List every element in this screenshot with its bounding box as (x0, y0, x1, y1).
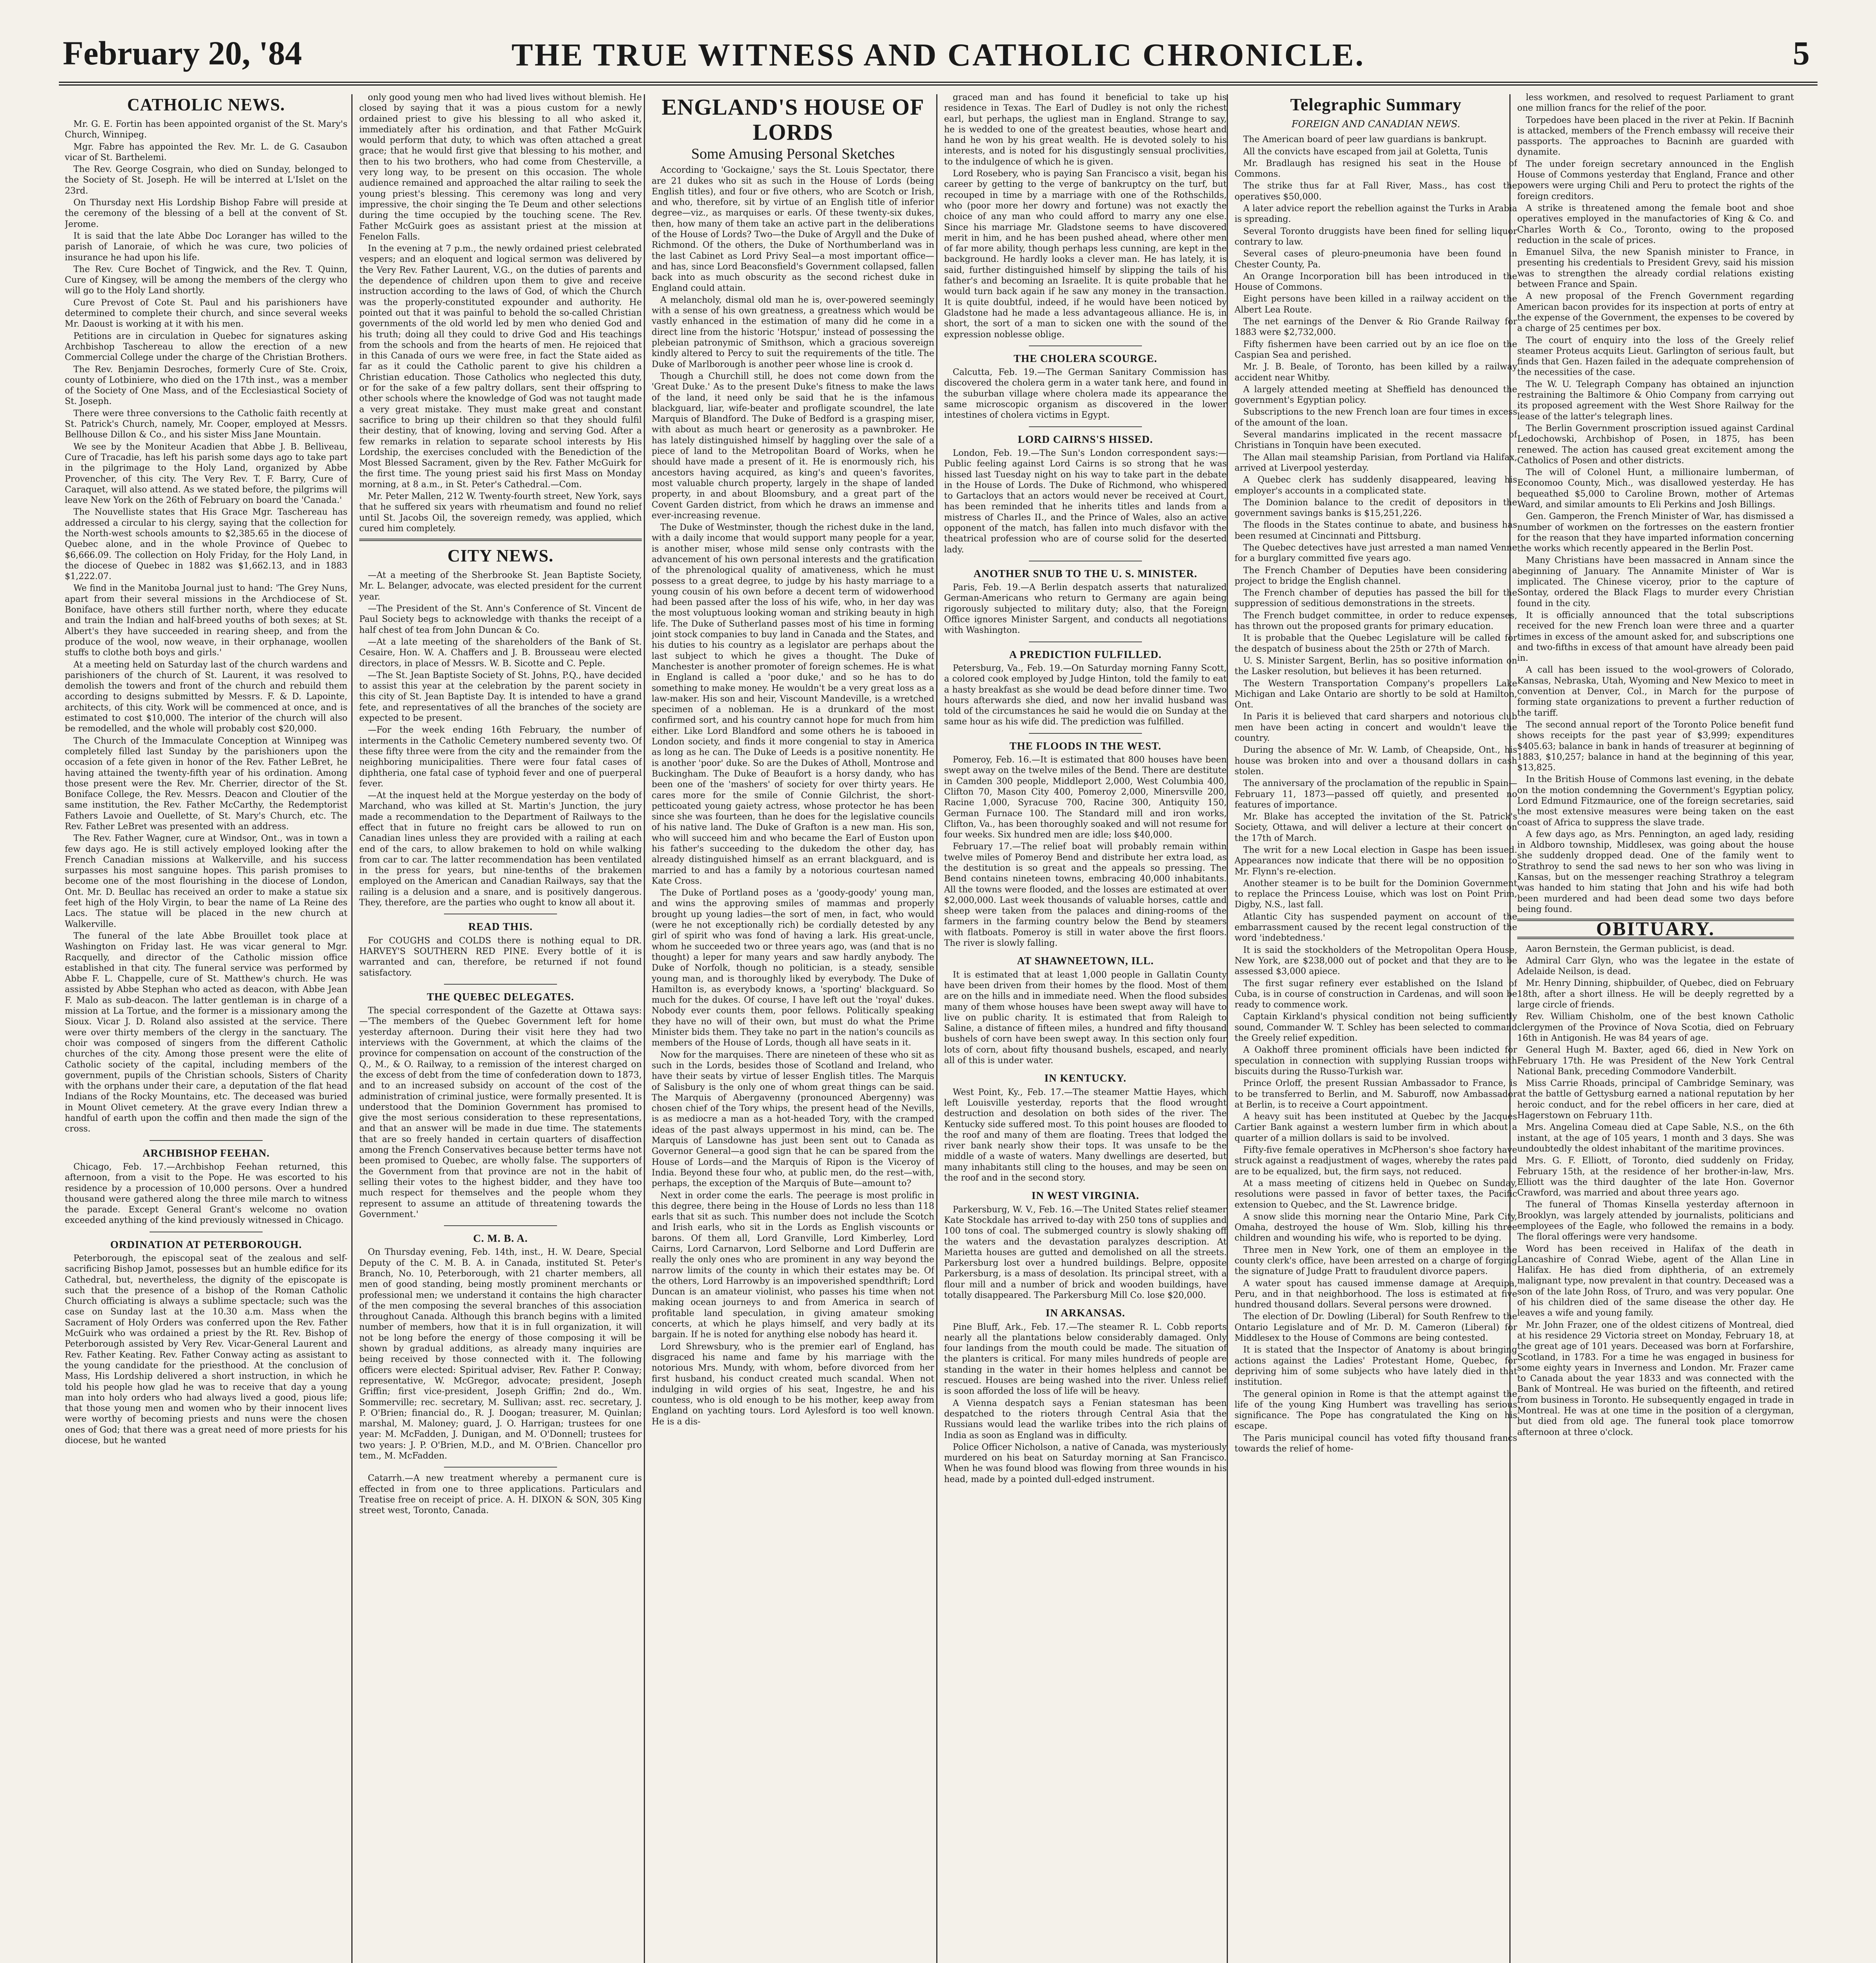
paragraph: The Berlin Government proscription issued against Cardinal Ledochowski, Archbishop of Posen, in 1875, has been renewed. The action has caused great excitement among the Catholics of Posen and other districts. (1517, 423, 1794, 466)
paragraph: Mr. Blake has accepted the invitation of the St. Patrick's Society, Ottawa, and will deliver a lecture at their concert on the 17th of March. (1235, 812, 1517, 843)
paragraph: The floods in the States continue to abate, and business has been resumed at Cincinnati and Pittsburg. (1235, 520, 1517, 541)
paragraph: The Rev. Cure Bochet of Tingwick, and the Rev. T. Quinn, Cure of Kingsey, will be among the members of the clergy who will go to the Holy Land shortly. (65, 264, 347, 296)
paragraph: An Orange Incorporation bill has been introduced in the House of Commons. (1235, 271, 1517, 292)
paragraph: A heavy suit has been instituted at Quebec by the Jacques Cartier Bank against a western lumber firm in which about a quarter of a million dollars is said to be involved. (1235, 1112, 1517, 1143)
ordination-continued (359, 92, 642, 534)
paragraph: Next in order come the earls. The peerage is most prolific in this degree, there being in the House of Lords no less than 118 earls that sit as such. This number does not include the Scotch and Irish earls, who sit in the Lords as English viscounts or barons. Of them all, Lord Granville, Lord Kimberley, Lord Cairns, Lord Carnarvon, Lord Selborne and Lord Dufferin are really the only ones who are prominent in any way beyond the narrow limits of the county in which their estates may be. Of the others, Lord Harrowby is an impoverished spendthrift; Lord Duncan is an amateur violinist, who passes his time when not making ocean journeys to and from America in search of profitable land speculation, in giving amateur smoking concerts, at which he plays himself, and very badly at its bargain. If he is noted for anything else nobody has heard it. (652, 1190, 934, 1340)
column-3 (652, 92, 934, 1963)
paragraph: Mr. John Frazer, one of the oldest citizens of Montreal, died at his residence 29 Victoria street on Monday, February 18, at the great age of 101 years. Deceased was born at Forfarshire, Scotland, in 1783. For a time he was engaged in business for some eighty years in Inverness and London. Mr. Frazer came to Canada about the year 1833 and was connected with the Bank of Montreal. He was buried on the fifteenth, and retired from business in Toronto. He subsequently engaged in trade in Montreal. He was at one time in the position of a clergyman, but died from old age. The funeral took place tomorrow afternoon at three o'clock. (1517, 1320, 1794, 1437)
prediction-heading: A PREDICTION FULFILLED. (1009, 648, 1162, 660)
paragraph: Now for the marquises. There are nineteen of these who sit as such in the Lords, besides those of Scotland and Ireland, who have their seats by virtue of lesser English titles. The Marquis of Salisbury is the only one of whom great things can be said. The Marquis of Abergavenny (pronounced Abergenny) was chosen chief of the Tory whips, the present head of the Nevills, is as mediocre a man as a hot-headed Tory, with the cramped ideas of the past always uppermost in his mind, can be. The Marquis of Lansdowne has just been sent out to Canada as Governor General—a good sign that he can be spared from the House of Lords—and the Marquis of Ripon is the Viceroy of India. Beyond these four who, at public men, do the rest—with, perhaps, the exception of the Marquis of Bute—amount to? (652, 1050, 934, 1189)
paragraph: A strike is threatened among the female boot and shoe operatives employed in the manufactories of King & Co. and Charles Worth & Co., Toronto, owing to the proposed reduction in the scale of prices. (1517, 203, 1794, 245)
read-this-body: For COUGHS and COLDS there is nothing equal to DR. HARVEY'S SOUTHERN RED PINE. Every bottle of it is warranted and can, therefore, be returned if not found satisfactory. (359, 936, 642, 978)
telegraphic-summary-heading: Telegraphic Summary (1290, 95, 1462, 114)
paragraph: A Vienna despatch says a Fenian statesman has been despatched to the rioters through Central Asia that the Russians would lead the warlike tribes into the rich plains of India as soon as England was in difficulty. (944, 1398, 1227, 1440)
telegraphic-summary-sub: FOREIGN AND CANADIAN NEWS. (1291, 119, 1460, 130)
cholera-heading: THE CHOLERA SCOURGE. (1014, 352, 1157, 364)
paragraph: Chicago, Feb. 17.—Archbishop Feehan returned, this afternoon, from a visit to the Pope. He was escorted to his residence by a procession of 10,000 persons. Over a hundred thousand were gathered along the three mile march to witness the parade. Except General Grant's welcome no ovation exceeded anything of the kind previously witnessed in Chicago. (65, 1162, 347, 1226)
paragraph: Mgr. Fabre has appointed the Rev. Mr. L. de G. Casaubon vicar of St. Barthelemi. (65, 142, 347, 163)
paragraph: On Thursday evening, Feb. 14th, inst., H. W. Deare, Special Deputy of the C. M. B. A. in Canada, instituted St. Peter's Branch, No. 10, Peterborough, with 21 charter members, all men of good standing, being mostly prominent merchants or professional men; we understand it contains the high character of the men composing the several branches of this association throughout Canada. Although this branch begins with a limited number of members, how that it is in full organization, it will not be long before the energy of those composing it will be shown by gradual additions, as already many inquiries are being received by those connected with it. The following officers were elected: Spiritual adviser, Rev. Father P. Conway; representative, W. McGregor, advocate; president, Joseph Griffin; first vice-president, Joseph Griffin; 2nd do., Wm. Sommerville; rec. secretary, M. Sullivan; asst. rec. secretary, J. P. O'Brien; financial do., R. J. Doogan; treasurer, M. Quinlan; marshal, M. Maloney; guard, J. O. Harrigan; trustees for one year: M. McFadden, J. Dunigan, and M. O'Donnell; trustees for two years: J. P. O'Brien, M.D., and M. O'Brien. Chancellor pro tem., M. McFadden. (359, 1247, 642, 1461)
paragraph: A few days ago, as Mrs. Pennington, an aged lady, residing in Aldboro township, Middlesex, was going about the house she suddenly dropped dead. One of the family went to Strathroy to send the sad news to her son who was living in Kansas, but on the messenger reaching Strathroy a telegram was handed to him stating that John and his wife had both been murdered and had been dead some two days before being found. (1517, 829, 1794, 914)
paragraph: Word has been received in Halifax of the death in Lancashire of Conrad Wiebe, agent of the Allan Line in Halifax. He has died from diphtheria, of an extremely malignant type, now prevalent in that country. Deceased was a son of the late John Ross, of Truro, and was very popular. One of his children died of the same disease the other day. He leaves a wife and young family. (1517, 1244, 1794, 1318)
paragraph: graced man and has found it beneficial to take up his residence in Texas. The Earl of Dudley is not only the richest earl, but perhaps, the ugliest man in England. Strange to say, he is wedded to one of the greatest beauties, whose heart and hand he won by his great wealth. He is devoted solely to his interests, and is noted for his disgustingly sensual proclivities, to the indulgence of which he is given. (944, 93, 1227, 167)
paragraph: —For the week ending 16th February, the number of interments in the Catholic Cemetery numbered seventy two. Of these fifty three were from the city and the remainder from the neighboring municipalities. There were four fatal cases of diphtheria, one fatal case of typhoid fever and one of puerperal fever. (359, 725, 642, 789)
paragraph: The Duke of Portland poses as a 'goody-goody' young man, and wins the approving smiles of mammas and properly brought up young ladies—the sort of men, in fact, who would (were he not exceptionally rich) be cordially detested by any girl of spirit who was fond of having a lark. His great-uncle, whom he succeeded two or three years ago, was (and that is no thought) a leper for many years and saw hardly anybody. The Duke of Norfolk, though no politician, is a steady, sensible young man, and is thoroughly liked by everybody. The Duke of Hamilton is, as everybody knows, a 'sporting' blackguard. So much for the dukes. Of course, I have left out the 'royal' dukes. Nobody ever counts them, poor fellows. Politically speaking they have no will of their own, but must do what the Prime Minister bids them. They take no part in the nation's councils as members of the House of Lords, though all have seats in it. (652, 888, 934, 1048)
paragraph: Aaron Bernstein, the German publicist, is dead. (1526, 944, 1735, 954)
paragraph: The Rev. George Cosgrain, who died on Sunday, belonged to the Society of St. Joseph. He will be interred at L'Islet on the 23rd. (65, 164, 347, 196)
house-of-lords-continued (944, 92, 1227, 340)
paragraph: Fifty-five female operatives in McPherson's shoe factory have struck against a readjustment of wages, whereby the rates paid are to be equalized, but, the firm says, not reduced. (1235, 1145, 1517, 1177)
telegraphic-summary-body (1235, 134, 1517, 1454)
shawneetown-body: It is estimated that at least 1,000 people in Gallatin County have been driven from their homes by the flood. Most of them are on the hills and in immediate need. When the flood subsides many of them whose houses have been swept away will have to live on public charity. It is estimated that from Raleigh to Saline, a distance of fifteen miles, a hundred and fifty thousand bushels of corn have been swept away. In this section only four lots of corn, about fifty thousand bushels, escaped, and nearly all of this is under water. (944, 970, 1227, 1066)
paragraph: It is said that the late Abbe Doc Loranger has willed to the parish of Lanoraie, of which he was cure, two policies of insurance he had upon his life. (65, 231, 347, 263)
paragraph: Prince Orloff, the present Russian Ambassador to France, is to be transferred to Berlin, and M. Saburoff, now Ambassador at Berlin, is to receive a Court appointment. (1235, 1078, 1517, 1110)
west-virginia-heading: IN WEST VIRGINIA. (1031, 1190, 1140, 1202)
read-this-heading: READ THIS. (468, 921, 533, 933)
obituary-heading: OBITUARY. (1517, 919, 1794, 939)
paragraph: The French chamber of deputies has passed the bill for the suppression of seditious demonstrations in the streets. (1235, 588, 1517, 609)
paragraph: It is officially announced that the total subscriptions received for the new French loan were three and a quarter times in excess of the amount asked for, and subscriptions one and two-fifths in excess of that amount have already been paid in. (1517, 610, 1794, 663)
paragraph: Torpedoes have been placed in the river at Pekin. If Bacninh is attacked, members of the French embassy will receive their passports. The approaches to Bacninh are guarded with dynamite. (1517, 115, 1794, 157)
shawneetown-heading: AT SHAWNEETOWN, ILL. (1017, 955, 1154, 967)
misc-items (944, 1398, 1227, 1485)
paragraph: Mr. G. E. Fortin has been appointed organist of the St. Mary's Church, Winnipeg. (65, 119, 347, 140)
paragraph: A Quebec clerk has suddenly disappeared, leaving his employer's accounts in a complicated state. (1235, 475, 1517, 496)
paragraph: Mrs. Angelina Comeau died at Cape Sable, N.S., on the 6th instant, at the age of 105 years, 1 month and 3 days. She was undoubtedly the oldest inhabitant of the maritime provinces. (1517, 1122, 1794, 1154)
paragraph: The Western Transportation Company's propellers Lake Michigan and Lake Ontario are shortly to be sold at Hamilton, Ont. (1235, 678, 1517, 710)
masthead-rule (59, 82, 1818, 86)
paragraph: At a mass meeting of citizens held in Quebec on Sunday, resolutions were passed in favor of better taxes, the Pacific extension to Quebec, and the St. Lawrence bridge. (1235, 1178, 1517, 1210)
house-of-lords-heading: ENGLAND'S HOUSE OF LORDS (661, 94, 924, 145)
paragraph: According to 'Gockaigne,' says the St. Louis Spectator, there are 21 dukes who sit as such in the House of Lords (being English titles), and four or five others, who are Scotch or Irish, and who, therefore, sit by virtue of an English title of inferior degree—viz., as marquises or earls. Of these twenty-six dukes, then, how many of them take an active part in the deliberations of the House of Lords? Two—the Duke of Argyll and the Duke of Richmond. Of the others, the Duke of Northumberland was in the last Cabinet as Lord Privy Seal—a most important office—and has, since Lord Beaconsfield's Government collapsed, fallen back into as much obscurity as the second richest duke in England could attain. (652, 165, 934, 293)
city-news-heading: CITY NEWS. (448, 546, 553, 566)
paragraph: A snow slide this morning near the Ontario Mine, Park City, Omaha, destroyed the house of Wm. Slob, killing his three children and wounding his wife, who is reported to be dying. (1235, 1212, 1517, 1243)
paragraph: The net earnings of the Denver & Rio Grande Railway for 1883 were $2,732,000. (1235, 317, 1517, 338)
paragraph: Peterborough, the episcopal seat of the zealous and self-sacrificing Bishop Jamot, possesses but an humble edifice for its Cathedral, but, nevertheless, the dignity of the episcopate is such that the presence of a bishop of the Roman Catholic Church officiating is always a sublime spectacle; such was the case on Sunday last at the 10.30 a.m. Mass when the Sacrament of Holy Orders was conferred upon the Rev. Father McGuirk who was ordained a priest by the Rt. Rev. Bishop of Peterborough assisted by Very Rev. Vicar-General Laurent and Rev. Father Keating. Rev. Father Conway acting as assistant to the young candidate for the priesthood. At the conclusion of Mass, His Lordship delivered a short instruction, in which he told his people how glad he was to receive that day a young man into holy orders who had always lived a good, pious life; that those young men and women who by their innocent lives were worthy of becoming priests and nuns were the chosen ones of God; that there was a great need of more priests for his diocese, but he wanted (65, 1253, 347, 1446)
column-divider (351, 94, 353, 1963)
paragraph: The Church of the Immaculate Conception at Winnipeg was completely filled last Sunday by the parishioners upon the occasion of a fete given in honor of the Rev. Father LeBret, he having attained the twenty-fifth year of his ordination. Among those present were the Rev. Mr. Cherrier, director of the St. Boniface College, the Rev. Messrs. Deacon and Cloutier of the same institution, the Rev. Father McCarthy, the Redemptorist Fathers Lavoie and Ouellette, of St. Mary's Church, etc. The Rev. Father LeBret was presented with an address. (65, 736, 347, 832)
paragraph: The W. U. Telegraph Company has obtained an injunction restraining the Baltimore & Ohio Company from carrying out its proposed agreement with the West Shore Railway for the lease of the latter's telegraph lines. (1517, 379, 1794, 422)
paragraph: In the evening at 7 p.m., the newly ordained priest celebrated vespers; and an eloquent and logical sermon was delivered by the Very Rev. Father Laurent, V.G., on the duties of parents and the dependence of children upon them to give and receive instruction according to the laws of God, of which the Church was the properly-constituted expounder and authority. He pointed out that it was painful to behold the so-called Christian governments of the old world led by men who denied God and his truth; doing all they could to drive God and His teachings from the schools and from the hearts of men. He rejoiced that in this Canada of ours we were free, in fact the State aided as far as it could the Catholic parent to give his children a Christian education. Those Catholics who neglected this duty, or for the sake of a few paltry dollars, sent their offspring to other schools where the knowledge of God was not taught made a very great mistake. They must make great and constant sacrifice to bring up their children so that they should fulfil their destiny, that of knowing, loving and serving God. After a few remarks in relation to separate school interests by His Lordship, the exercises concluded with the Benediction of the Most Blessed Sacrament, given by the Rev. Father McGuirk for the first time. The young priest said his first Mass on Monday morning, at 8 a.m., in St. Peter's Cathedral.—Com. (359, 244, 642, 490)
paragraph: —The St. Jean Baptiste Society of St. Johns, P.Q., have decided to assist this year at the celebration by the parent society in this city of St. Jean Baptiste Day. It is intended to have a grand fete, and representatives of all the branches of the society are expected to be present. (359, 670, 642, 724)
snub-heading: ANOTHER SNUB TO THE U. S. MINISTER. (974, 567, 1197, 579)
house-of-lords-deck: Some Amusing Personal Sketches (691, 146, 895, 162)
paragraph: Three men in New York, one of them an employee in the county clerk's office, have been arrested on a charge of forging the signature of Judge Pratt to fraudulent divorce papers. (1235, 1245, 1517, 1277)
kentucky-body: West Point, Ky., Feb. 17.—The steamer Mattie Hayes, which left Louisville yesterday, reports that the flood wrought destruction and desolation on both sides of the river. The Kentucky side suffered most. To this point houses are flooded to the roof and many of them are floating. Trees that lodged the river bank nearly show their tops. It was unsafe to be the middle of a waste of waters. Many dwellings are deserted, but many inhabitants still cling to the houses, and may be seen on the roof and in the second story. (944, 1087, 1227, 1183)
paragraph: Mrs. G. F. Elliott, of Toronto, died suddenly on Friday, February 15th, at the residence of her brother-in-law, Mrs. Elliott was the third daughter of the late Hon. Governor Crawford, was married and about three years ago. (1517, 1156, 1794, 1198)
paragraph: General Hugh M. Baxter, aged 66, died in New York on February 17th. He was President of the New York Central National Bank, preceding Commodore Vanderbilt. (1517, 1045, 1794, 1077)
paragraph: It is stated that the Inspector of Anatomy is about bringing actions against the Ladies' Protestant Home, Quebec, for depriving him of some subjects who have lately died in that institution. (1235, 1345, 1517, 1387)
paragraph: —The President of the St. Ann's Conference of St. Vincent de Paul Society begs to acknowledge with thanks the receipt of a half chest of tea from John Duncan & Co. (359, 604, 642, 635)
paragraph: Miss Carrie Rhoads, principal of Cambridge Seminary, was at the battle of Gettysburg earned a national reputation by her heroic conduct, and for the rebel officers in her care, died at Hagerstown on February 11th. (1517, 1078, 1794, 1121)
paragraph: Subscriptions to the new French loan are four times in excess of the amount of the loan. (1235, 407, 1517, 428)
obituary-body (1517, 944, 1794, 1438)
paragraph: At a meeting held on Saturday last of the church wardens and parishioners of the church of St. Laurent, it was resolved to demolish the towers and front of the church and rebuild them according to designs submitted by Messrs. F. & D. Lapointe, architects, of this city. Work will be commenced at once, and is estimated to cost $10,000. The interior of the church will also be remodelled, and the whole will probably cost $20,000. (65, 660, 347, 734)
paragraph: Lord Rosebery, who is paying San Francisco a visit, began his career by getting to the verge of bankruptcy on the turf, but recouped in time by a marriage with one of the Rothschilds, who (poor more her dowry and fortune) was not exactly the choice of any man who could afford to marry any one else. Since his marriage Mr. Gladstone seems to have discovered merit in him, and he has been pushed ahead, where other men of far more ability, though perhaps less cunning, are kept in the background. He hardly looks a clever man. He has lately, it is said, further distinguished himself by slipping the tails of his father's and becoming an Israelite. It is quite probable that he would turn back again if he saw any money in the transaction. It is quite doubtful, indeed, if he would have been noticed by Gladstone had he made a less advantageous alliance. He is, in short, the sort of a man to sicken one with the sound of the expression noblesse oblige. (944, 169, 1227, 340)
column-6 (1517, 92, 1794, 1963)
paragraph: The strike thus far at Fall River, Mass., has cost the operatives $50,000. (1235, 181, 1517, 202)
paragraph: During the absence of Mr. W. Lamb, of Cheapside, Ont., his house was broken into and over a thousand dollars in cash stolen. (1235, 745, 1517, 777)
paragraph: The anniversary of the proclamation of the republic in Spain—February 11, 1873—passed off quietly, and presented no features of importance. (1235, 779, 1517, 810)
paragraph: All the convicts have escaped from jail at Goletta, Tunis (1243, 146, 1488, 157)
paragraph: In Paris it is believed that card sharpers and notorious club men have been acting in concert and wouldn't leave the country. (1235, 712, 1517, 744)
newspaper-title: THE TRUE WITNESS AND CATHOLIC CHRONICLE. (511, 37, 1365, 73)
paragraph: Mr. Henry Dinning, shipbuilder, of Quebec, died on February 18th, after a short illness. He will be deeply regretted by a large circle of friends. (1517, 978, 1794, 1010)
masthead (59, 22, 1818, 80)
telegraphic-continued (1517, 92, 1794, 915)
paragraph: A largely attended meeting at Sheffield has denounced the government's Egyptian policy. (1235, 384, 1517, 406)
paragraph: Eight persons have been killed in a railway accident on the Albert Lea Route. (1235, 294, 1517, 315)
paragraph: The Duke of Westminster, though the richest duke in the land, with a daily income that would support many people for a year, is another miser, whose mild sense only contrasts with the advancement of his own personal interests and the gratification of the phrenological quality of amativeness, which he must possess to a great degree, to judge by his hasty marriage to a young cousin of his own before a decent term of widowerhood had been passed after the loss of his wife, who, in her day was the most voluptuous looking woman and striking beauty in high life. The Duke of Sutherland passes most of his time in forming joint stock companies to buy land in Canada and the States, and his duties to his country as a legislator are perhaps about the last subject to which he gives a thought. The Duke of Manchester is another promoter of foreign schemes. He is what in England is called a 'poor duke,' and so he has to do something to make money. He wouldn't be a very great loss as a law-maker. His son and heir, Viscount Mandeville, is a wretched specimen of a nobleman. He is a drunkard of the most confirmed sort, and his country cannot hope for much from him either. Like Lord Blandford and some others he is tabooed in London society, and finds it more congenial to stay in America as long as he can. The Duke of Leeds is a positive nonentity. He is another 'poor' duke. So are the Dukes of Atholl, Montrose and Buckingham. The Duke of Beaufort is a horsy dandy, who has been one of the 'mashers' of society for over thirty years. He cares more for the smile of Connie Gilchrist, the short-petticoated young gaiety actress, whose protector he has been since she was fourteen, than he does for the legislative councils of his native land. The Duke of Grafton is a new man. His son, who will succeed him and who became the Earl of Euston upon his father's succeeding to the dukedom the other day, has already distinguished himself as an errant blackguard, and is married to and has a family by a notorious courtesan named Kate Cross. (652, 523, 934, 886)
paragraph: —At the inquest held at the Morgue yesterday on the body of Marchand, who was killed at St. Martin's Junction, the jury made a recommendation to the Department of Railways to the effect that in future no freight cars be allowed to run on Canadian lines unless they are provided with a railing at each end of the cars, to allow brakemen to hold on while walking from car to car. The latter recommendation has been ventilated in the press for years, but nine-tenths of the brakemen employed on the American and Canadian Railways, say that the railing is a delusion and a snare, and is positively dangerous. They, therefore, are the parties who ought to know all about it. (359, 791, 642, 908)
paragraph: U. S. Minister Sargent, Berlin, has so positive information on the Lasker resolution, but believes it has been returned. (1235, 656, 1517, 677)
paragraph: Admiral Carr Glyn, who was the legatee in the estate of Adelaide Neilson, is dead. (1517, 956, 1794, 977)
paragraph: The election of Dr. Dowling (Liberal) for South Renfrew to the Ontario Legislature and of Mr. D. M. Cameron (Liberal) for Middlesex to the House of Commons are being contested. (1235, 1312, 1517, 1343)
paragraph: It is said the stockholders of the Metropolitan Opera House, New York, are $238,000 out of pocket and that they are to be assessed $3,000 apiece. (1235, 945, 1517, 977)
section-rule (150, 1140, 263, 1141)
catholic-news-heading: CATHOLIC NEWS. (127, 95, 285, 114)
paragraph: —At a meeting of the Sherbrooke St. Jean Baptiste Society, Mr. L. Belanger, advocate, was elected president for the current year. (359, 570, 642, 602)
paragraph: Many Christians have been massacred in Annam since the beginning of January. The Annamite Minister of War is implicated. The Chinese viceroy, prior to the capture of Sontay, ordered the Black Flags to murder every Christian found in the city. (1517, 556, 1794, 609)
paragraph: The Rev. Benjamin Desroches, formerly Cure of Ste. Croix, county of Lotbiniere, who died on the 17th inst., was a member of the Society of One Mass, and of the Ecclesiastical Society of St. Joseph. (65, 364, 347, 407)
paragraph: —At a late meeting of the shareholders of the Bank of St. Cesaire, Hon. W. A. Chaffers and J. B. Brousseau were elected directors, in place of Messrs. W. B. Sicotte and C. Peple. (359, 637, 642, 669)
paragraph: A melancholy, dismal old man he is, over-powered seemingly with a sense of his own greatness, a greatness which would be vastly enhanced in the estimation of many did he come in a direct line from the historic 'Hotspur,' instead of possessing the plebeian patronymic of Smithson, which a gracious sovereign kindly altered to Percy to suit the requirements of the title. The Duke of Marlborough is another peer whose line is crook d. (652, 295, 934, 369)
city-news-body (359, 570, 642, 908)
floods-heading: THE FLOODS IN THE WEST. (1009, 740, 1162, 752)
paragraph: The Rev. Father Wagner, cure at Windsor, Ont., was in town a few days ago. He is still actively employed looking after the French Canadian missions at Walkerville, and his success surpasses his most sanguine hopes. This parish promises to become one of the most flourishing in the diocese of London, Ont. Mr. D. Beullac has received an order to make a statue six feet high of the Holy Virgin, to bear the name of La Reine des Lacs. The statue will be placed in the new church at Walkerville. (65, 833, 347, 929)
cholera-body: Calcutta, Feb. 19.—The German Sanitary Commission has discovered the cholera germ in a water tank here, and found in the suburban village where cholera made its appearance the same microscopic organism as discovered in the lower intestines of cholera victims in Egypt. (944, 367, 1227, 420)
paragraph: The French budget committee, in order to reduce expenses, has thrown out the proposed grants for primary education. (1235, 610, 1517, 632)
section-rule (444, 1225, 557, 1226)
paragraph: A later advice report the rebellion against the Turks in Arabia is spreading. (1235, 204, 1517, 225)
paragraph: The second annual report of the Toronto Police benefit fund shows receipts for the past year of $3,999; expenditures $405.63; balance in bank in hands of treasurer at beginning of 1883, $10,257; balance in hand at the beginning of this year, $13,825. (1517, 720, 1794, 773)
paragraph: Emanuel Silva, the new Spanish minister to France, in presenting his credentials to President Grevy, said his mission was to strengthen the already cordial relations existing between France and Spain. (1517, 247, 1794, 290)
paragraph: The court of enquiry into the loss of the Greely relief steamer Proteus acquits Lieut. Garlington of serious fault, but finds that Gen. Hazen failed in the adequate comprehension of the necessities of the case. (1517, 335, 1794, 378)
paragraph: The funeral of Thomas Kinsella yesterday afternoon in Brooklyn, was largely attended by journalists, politicians and employees of the Eagle, who followed the remains in a body. The floral offerings were very handsome. (1517, 1200, 1794, 1242)
cmba-heading: C. M. B. A. (473, 1232, 528, 1245)
section-rule (1029, 733, 1142, 734)
paragraph: The under foreign secretary announced in the English House of Commons yesterday that England, France and other powers were urging Chili and Peru to protect the rights of the foreign creditors. (1517, 159, 1794, 201)
paragraph: The French Chamber of Deputies have been considering a project to bridge the English channel. (1235, 565, 1517, 586)
archbishop-feehan-heading: ARCHBISHOP FEEHAN. (142, 1147, 270, 1159)
kentucky-heading: IN KENTUCKY. (1044, 1072, 1127, 1084)
column-5 (1235, 92, 1517, 1963)
prediction-body: Petersburg, Va., Feb. 19.—On Saturday morning Fanny Scott, a colored cook employed by Judge Hinton, told the family to eat a hasty breakfast as she would be dead before dinner time. Two hours afterwards she died, and now her invalid husband was told of the circumstances he said he would die on Sunday at the same hour as his wife did. The prediction was fulfilled. (944, 663, 1227, 727)
paragraph: A new proposal of the French Government regarding American bacon provides for its inspection at ports of entry at the expense of the Government, the expenses to be covered by a charge of 25 centimes per box. (1517, 291, 1794, 334)
paragraph: The American board of peer law guardians is bankrupt. (1243, 135, 1487, 145)
ordination-body (65, 1253, 347, 1446)
column-2 (359, 92, 642, 1963)
section-rule (444, 984, 557, 985)
paragraph: Several Toronto druggists have been fined for selling liquor contrary to law. (1235, 226, 1517, 247)
quebec-delegates-heading: THE QUEBEC DELEGATES. (427, 991, 574, 1003)
paragraph: The writ for a new Local election in Gaspe has been issued. Appearances now indicate that there will be no opposition to Mr. Flynn's re-election. (1235, 845, 1517, 877)
paragraph: The will of Colonel Hunt, a millionaire lumberman, of Economoo County, Mich., was disallowed yesterday. He has bequeathed $5,000 to Caroline Brown, mother of Artemas Ward, and similar amounts to Eli Perkins and Josh Billings. (1517, 468, 1794, 510)
paragraph: Lord Shrewsbury, who is the premier earl of England, has disgraced his name and fame by his marriage with the notorious Mrs. Mundy, with whom, before divorced from her first husband, his conduct created much scandal. When not indulging in wild orgies of his seat, Ingestre, he and his countess, who is old enough to be his mother, keep away from England on yachting tours. Lord Aylesford is too well known. He is a dis- (652, 1342, 934, 1427)
paragraph: There were three conversions to the Catholic faith recently at St. Patrick's Church, namely, Mr. Cooper, employed at Messrs. Bellhouse Dillon & Co., and his sister Miss Jane Mountain. (65, 408, 347, 440)
paragraph: Though a Churchill still, he does not come down from the 'Great Duke.' As to the present Duke's fitness to make the laws of the land, it need only be said that he is the infamous blackguard, liar, wife-beater and profligate scoundrel, the late Marquis of Blandford. The Duke of Bedford is a grasping miser, with about as much heart or generosity as a pawnbroker. He has lately distinguished himself by haggling over the sale of a piece of land to the Metropolitan Board of Works, when he should have made a present of it. He is enormously rich, his ancestors having acquired, as king's and queen's favorites, most valuable church property, largely in the shape of landed property, in and about Bloomsbury, and a great part of the Covent Garden district, from which he draws an immense and ever-increasing revenue. (652, 371, 934, 521)
paragraph: The special correspondent of the Gazette at Ottawa says:—'The members of the Quebec Government left for home yesterday afternoon. During their visit here they had two interviews with the Government, at which the claims of the province for compensation on account of the construction of the Q., M., & O. Railway, to a remission of the interest charged on the excess of debt from the time of confederation down to 1873, and to an increased subsidy on account of the cost of the administration of criminal justice, were formally presented. It is understood that the Dominion Government has promised to give the most serious consideration to these representations, and that an answer will be made in due time. The statements that are so freely handed in certain quarters of disaffection among the French Conservatives because better terms have not been promised to Quebec, are wholly false. The supporters of the Government from that province are not in the habit of selling their votes to the highest bidder, and they have too much respect for themselves and the people whom they represent to assume an attitude of threatening towards the Government.' (359, 1006, 642, 1219)
paragraph: Mr. Peter Mallen, 212 W. Twenty-fourth street, New York, says that he suffered six years with rheumatism and found no relief until St. Jacobs Oil, the sovereign remedy, was applied, which cured him completely. (359, 491, 642, 534)
paragraph: In the British House of Commons last evening, in the debate on the motion condemning the Government's Egyptian policy, Lord Edmund Fitzmaurice, one of the foreign secretaries, said the most extensive measures were being taken on the east coast of Africa to suppress the slave trade. (1517, 775, 1794, 828)
column-divider (644, 94, 645, 1963)
archbishop-feehan-body (65, 1162, 347, 1226)
paragraph: The Paris municipal council has voted fifty thousand francs towards the relief of home- (1235, 1433, 1517, 1454)
catholic-news-body (65, 119, 347, 1135)
paragraph: The general opinion in Rome is that the attempt against the life of the young King Humbert was travelling has serious significance. The Pope has congratulated the King on his escape. (1235, 1389, 1517, 1431)
paragraph: A water spout has caused immense damage at Arequipa, Peru, and in that neighborhood. The loss is estimated at five hundred thousand dollars. Several persons were drowned. (1235, 1278, 1517, 1310)
snub-body: Paris, Feb. 19.—A Berlin despatch asserts that naturalized German-Americans who return to Germany are again being rigorously subjected to military duty; also, that the Foreign Office ignores Minister Sargent, and conducts all negotiations with Washington. (944, 583, 1227, 636)
house-of-lords-body (652, 165, 934, 1427)
issue-date: February 20, '84 (63, 34, 302, 72)
paragraph: Petitions are in circulation in Quebec for signatures asking Archbishop Taschereau to allow the erection of a new Commercial College under the charge of the Christian Brothers. (65, 331, 347, 363)
paragraph: February 17.—The relief boat will probably remain within twelve miles of Pomeroy Bend and distribute her extra load, as the destitution is so great and the appeals so pressing. The Bend contains nineteen towns, embracing 40,000 inhabitants. All the towns were flooded, and the losses are estimated at over $2,000,000. Last week thousands of valuable horses, cattle and sheep were taken from the palaces and dining-rooms of the farmers in the farming country below the Bend by steamers with flatboats. Pomeroy is still in water above the first floors. The river is slowly falling. (944, 842, 1227, 949)
cairns-heading: LORD CAIRNS'S HISSED. (1017, 433, 1153, 445)
arkansas-heading: IN ARKANSAS. (1045, 1307, 1125, 1319)
paragraph: Mr. Bradlaugh has resigned his seat in the House of Commons. (1235, 158, 1517, 179)
paragraph: A call has been issued to the wool-growers of Colorado, Kansas, Nebraska, Utah, Wyoming and New Mexico to meet in convention at Denver, Col., in March for the purpose of forming state organizations to prevent a further reduction of the tariff. (1517, 665, 1794, 718)
paragraph: The Quebec detectives have just arrested a man named Venne for a burglary committed five years ago. (1235, 543, 1517, 564)
section-rule (359, 539, 642, 541)
catarrh-notice: Catarrh.—A new treatment whereby a permanent cure is effected in from one to three applications. Particulars and Treatise free on receipt of price. A. H. DIXON & SON, 305 King street west, Toronto, Canada. (359, 1473, 642, 1516)
paragraph: We find in the Manitoba Journal just to hand: 'The Grey Nuns, apart from their several missions in the Archdiocese of St. Boniface, have others still further north, where they educate and train the Indian and half-breed youths of both sexes; at St. Albert's they have succeeded in rearing sheep, and from the produce of the wool, now weave, in their orphanage, woollen stuffs to clothe both boys and girls.' (65, 583, 347, 658)
column-4 (944, 92, 1227, 1963)
paragraph: Several cases of pleuro-pneumonia have been found in Chester County, Pa. (1235, 249, 1517, 270)
paragraph: less workmen, and resolved to request Parliament to grant one million francs for the relief of the poor. (1517, 93, 1794, 113)
west-virginia-body: Parkersburg, W. V., Feb. 16.—The United States relief steamer Kate Stockdale has arrived to-day with 250 tons of supplies and 100 tons of coal. The submerged country is slowly shaking off the waters and the devastation paralyzes description. At Marietta houses are gutted and demolished on all the streets. Parkersburg lost over a hundred buildings. Belpre, opposite Parkersburg, is a mass of desolation. Its principal street, with a flour mill and a number of brick and wooden buildings, have totally disappeared. The Parkersburg Mill Co. lose $20,000. (944, 1204, 1227, 1300)
paragraph: The Nouvelliste states that His Grace Mgr. Taschereau has addressed a circular to his clergy, saying that the collection for the North-west schools amounts to $2,385.65 in the diocese of Quebec alone, and in the whole Province of Quebec to $6,666.09. The collection on Holy Friday, for the Holy Land, in the diocese of Quebec in 1882 was $1,662.13, and in 1883 $1,222.07. (65, 507, 347, 582)
page-number: 5 (1793, 34, 1810, 72)
paragraph: Pomeroy, Feb. 16.—It is estimated that 800 houses have been swept away on the twelve miles of the Bend. There are destitute in Camden 300 people, Middleport 2,000, West Columbia 400, Clifton 70, Mason City 400, Pomeroy 2,000, Minersville 200, Racine 1,000, Syracuse 700, Racine 300, Antiquity 150, German Furnace 100. The Standard mill and iron works, Clifton, Va., has been thoroughly soaked and will not resume for four weeks. Six hundred men are idle; loss $40,000. (944, 755, 1227, 840)
arkansas-body: Pine Bluff, Ark., Feb. 17.—The steamer R. L. Cobb reports nearly all the plantations below considerably damaged. Only four landings from the mouth could be made. The situation of the planters is critical. For many miles hundreds of people are standing in the water in their homes helpless and cannot be rescued. Houses are being washed into the river. Unless relief is soon afforded the loss of life will be heavy. (944, 1322, 1227, 1396)
paragraph: A Oakhoff three prominent officials have been indicted for speculation in connection with supplying Russian troops with biscuits during the Russo-Turkish war. (1235, 1045, 1517, 1077)
column-1 (65, 92, 347, 1963)
paragraph: only good young men who had lived lives without blemish. He closed by saying that it was a pious custom for a newly ordained priest to give his blessing to all who asked it, immediately after his ordination, and that Father McGuirk would perform that duty, to which was often attached a great grace; that he would first give that blessing to his mother, and then to his two brothers, who had come from Chesterville, a very long way, to be present on this occasion. The whole audience remained and approached the altar railing to seek the young priest's blessing. This ceremony was long and very impressive, the choir singing the Te Deum and other selections during the time occupied by the touching scene. The Rev. Father McGuirk goes as assistant priest at the mission at Fenelon Falls. (359, 93, 642, 242)
paragraph: The first sugar refinery ever established on the Island of Cuba, is in course of construction in Cardenas, and will soon be ready to commence work. (1235, 978, 1517, 1010)
paragraph: It is probable that the Quebec Legislature will be called for the despatch of business about the 25th or 27th of March. (1235, 633, 1517, 654)
paragraph: On Thursday next His Lordship Bishop Fabre will preside at the ceremony of the blessing of a bell at the convent of St. Jerome. (65, 198, 347, 229)
paragraph: Gen. Gamperon, the French Minister of War, has dismissed a number of workmen on the fortresses on the eastern frontier for the reason that they have imparted information concerning the works which recently appeared in the Berlin Post. (1517, 512, 1794, 554)
section-rule (1029, 426, 1142, 427)
paragraph: Another steamer is to be built for the Dominion Government to replace the Princess Louise, which was lost on Point Prim, Digby, N.S., last fall. (1235, 878, 1517, 910)
quebec-delegates-body (359, 1005, 642, 1220)
paragraph: Captain Kirkland's physical condition not being sufficiently sound, Commander W. T. Schley has been selected to command the Greely relief expedition. (1235, 1012, 1517, 1044)
paragraph: We see by the Moniteur Acadien that Abbe J. B. Belliveau, Cure of Tracadie, has left his parish some days ago to take part in the pilgrimage to the Holy Land, organized by Abbe Provencher, of this city. The Very Rev. T. F. Barry, Cure of Caraquet, will also attend. As we stated before, the pilgrims will leave New York on the 26th of February on board the 'Canada.' (65, 442, 347, 506)
paragraph: Atlantic City has suspended payment on account of the embarrassment caused by the recent legal construction of the word 'indebtedness.' (1235, 912, 1517, 943)
column-divider (936, 94, 937, 1963)
cairns-body: London, Feb. 19.—The Sun's London correspondent says:—Public feeling against Lord Cairns is so strong that he was hissed last Tuesday night on his way to take part in the debate in the House of Lords. The Duke of Richmond, who whispered to Gartacloys that an actors would never be received at Court, has been reminded that he inherits titles and lands from a mistress of Charles II., and the Prince of Wales, also an active opponent of the match, has fallen into much disfavor with the theatrical profession who are of course solid for the deserted lady. (944, 448, 1227, 555)
paragraph: Mr. J. B. Beale, of Toronto, has been killed by a railway accident near Whitby. (1235, 362, 1517, 383)
section-rule (444, 1467, 557, 1468)
paragraph: Fifty fishermen have been carried out by an ice floe on the Caspian Sea and perished. (1235, 339, 1517, 360)
paragraph: Cure Prevost of Cote St. Paul and his parishioners have determined to complete their church, and since several weeks Mr. Daoust is working at it with his men. (65, 298, 347, 329)
paragraph: Police Officer Nicholson, a native of Canada, was mysteriously murdered on his beat on Saturday morning at San Francisco. When he was found blood was flowing from three wounds in his head, made by a pointed dull-edged instrument. (944, 1442, 1227, 1484)
paragraph: Several mandarins implicated in the recent massacre of Christians in Tonquin have been executed. (1235, 430, 1517, 451)
section-rule (1029, 345, 1142, 346)
paragraph: Rev. William Chisholm, one of the best known Catholic clergymen of the Province of Nova Scotia, died on February 16th in Antigonish. He was 84 years of age. (1517, 1012, 1794, 1043)
cmba-body (359, 1247, 642, 1461)
floods-body (944, 755, 1227, 949)
paragraph: The Dominion balance to the credit of depositors in the government savings banks is $15,251,226. (1235, 497, 1517, 519)
ordination-heading: ORDINATION AT PETERBOROUGH. (110, 1238, 302, 1250)
paragraph: The Allan mail steamship Parisian, from Portland via Halifax, arrived at Liverpool yesterday. (1235, 452, 1517, 473)
column-divider (1227, 94, 1228, 1963)
paragraph: The funeral of the late Abbe Brouillet took place at Washington on Friday last. He was vicar general to Mgr. Racquelly, and director of the Catholic mission office established in that city. The funeral service was performed by Abbe F. L. Chappelle, cure of St. Matthew's church. He was assisted by Abbe Stephan who acted as deacon, with Abbe Jean F. Malo as sub-deacon. The latter gentleman is in charge of a mission at La Tortue, and the former is a missionary among the Sioux. Vicar J. D. Roland also assisted at the service. There were over thirty members of the clergy in the sanctuary. The choir was composed of singers from the different Catholic churches of the city. Among those present were the elite of Catholic society of the capital, including members of the government, pupils of the Christian schools, Sisters of Charity with the orphans under their care, a deputation of the flat head Indians of the Rocky Mountains, etc. The deceased was buried in Mount Olivet cemetery. At the grave every Indian threw a handful of earth upon the coffin and then made the sign of the cross. (65, 931, 347, 1134)
